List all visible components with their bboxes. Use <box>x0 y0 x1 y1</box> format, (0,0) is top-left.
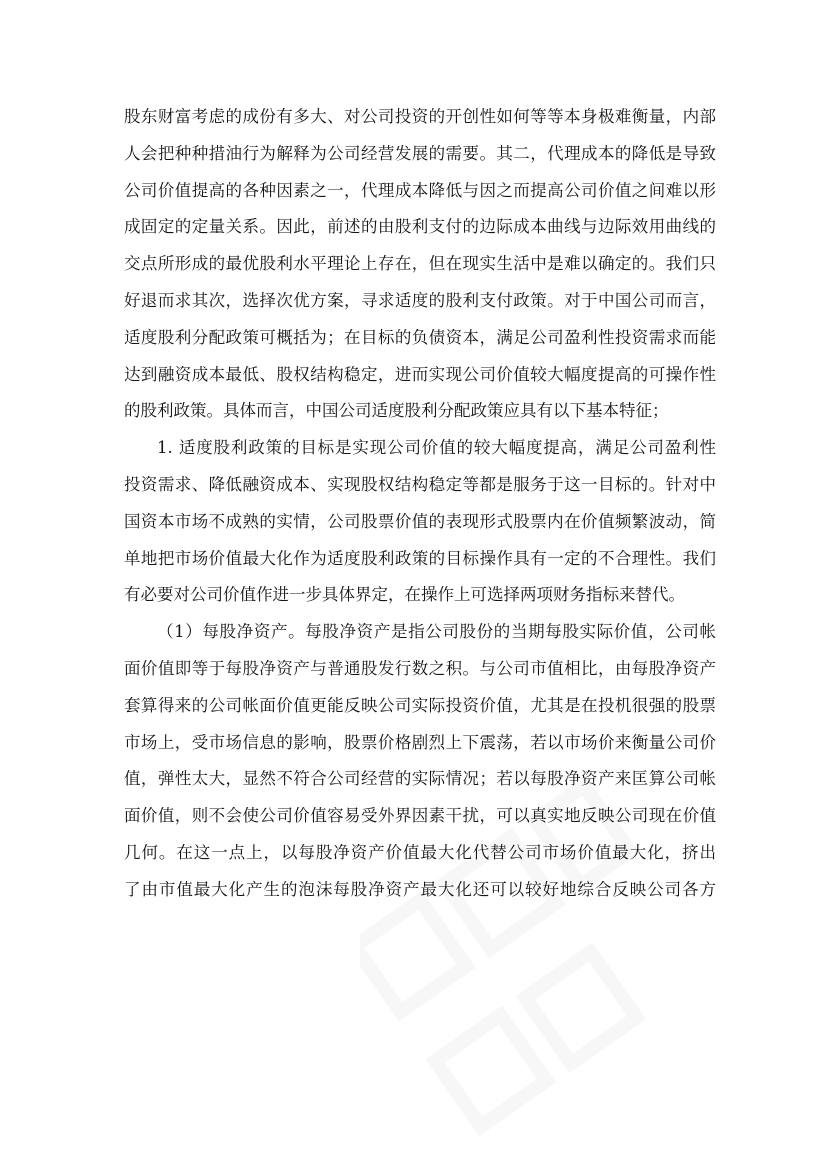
text-line: 人会把种种措油行为解释为公司经营发展的需要。其二，代理成本的降低是导致 <box>124 143 716 163</box>
text-line: 套算得来的公司帐面价值更能反映公司实际投资价值，尤其是在投机很强的股票 <box>124 695 716 715</box>
text-line: 单地把市场价值最大化作为适度股利政策的目标操作具有一定的不合理性。我们 <box>124 548 716 568</box>
text-line: 投资需求、降低融资成本、实现股权结构稳定等都是服务于这一目标的。针对中 <box>124 474 716 494</box>
text-line: 了由市值最大化产生的泡沫每股净资产最大化还可以较好地综合反映公司各方 <box>124 879 716 899</box>
text-line: 好退而求其次，选择次优方案，寻求适度的股利支付政策。对于中国公司而言， <box>124 290 716 310</box>
text-line: 面价值，则不会使公司价值容易受外界因素干扰，可以真实地反映公司现在价值 <box>124 806 716 826</box>
text-line: 面价值即等于每股净资产与普通股发行数之积。与公司市值相比，由每股净资产 <box>124 658 716 678</box>
text-line: （1）每股净资产。每股净资产是指公司股份的当期每股实际价值，公司帐 <box>157 622 716 642</box>
text-line: 市场上，受市场信息的影响，股票价格剧烈上下震荡，若以市场价来衡量公司价 <box>124 732 716 752</box>
text-line: 达到融资成本最低、股权结构稳定，进而实现公司价值较大幅度提高的可操作性 <box>124 364 716 384</box>
text-line: 适度股利分配政策可概括为；在目标的负债资本，满足公司盈利性投资需求而能 <box>124 327 716 347</box>
text-line: 几何。在这一点上，以每股净资产价值最大化代替公司市场价值最大化，挤出 <box>124 842 716 862</box>
text-line: 值，弹性太大，显然不符合公司经营的实际情况；若以每股净资产来匡算公司帐 <box>124 769 716 789</box>
text-line: 的股利政策。具体而言，中国公司适度股利分配政策应具有以下基本特征； <box>124 401 669 421</box>
text-line: 交点所形成的最优股利水平理论上存在，但在现实生活中是难以确定的。我们只 <box>124 254 716 274</box>
text-line: 国资本市场不成熟的实情，公司股票价值的表现形式股票内在价值频繁波动，简 <box>124 511 716 531</box>
text-line: 公司价值提高的各种因素之一，代理成本降低与因之而提高公司价值之间难以形 <box>124 180 716 200</box>
text-line: 有必要对公司价值作进一步具体界定，在操作上可选择两项财务指标来替代。 <box>124 585 685 605</box>
text-line: 成固定的定量关系。因此，前述的由股利支付的边际成本曲线与边际效用曲线的 <box>124 217 716 237</box>
body-text <box>124 99 716 909</box>
text-line: 股东财富考虑的成份有多大、对公司投资的开创性如何等等本身极难衡量，内部 <box>124 107 716 126</box>
text-line: 1. 适度股利政策的目标是实现公司价值的较大幅度提高，满足公司盈利性 <box>157 438 716 458</box>
